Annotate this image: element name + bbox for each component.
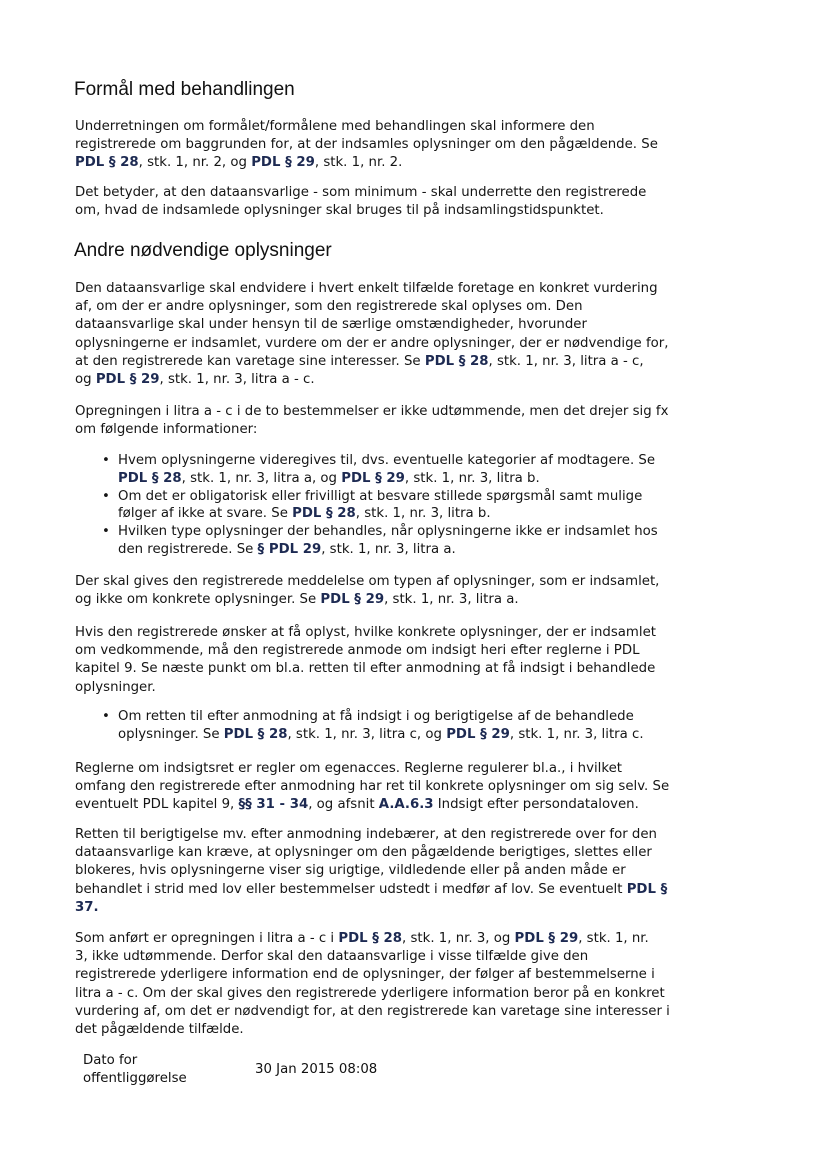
text-line: PDL § 28, stk. 1, nr. 3, litra a, og PDL § 29, stk. 1, nr. 3, litra b. xyxy=(118,470,540,486)
text-line: den registrerede. Se § PDL 29, stk. 1, nr. 3, litra a. xyxy=(118,541,456,557)
bullet-icon: • xyxy=(102,524,110,540)
legal-reference: PDL § 28 xyxy=(338,931,403,946)
text-line: Underretningen om formålet/formålene med behandlingen skal informere den xyxy=(75,119,595,134)
legal-reference: PDL § 28 xyxy=(424,353,489,369)
text-line: om vedkommende, må den registrerede anmode om indsigt heri efter reglerne i PDL xyxy=(75,643,640,659)
legal-reference: PDL § 28 xyxy=(223,726,288,742)
text-line: PDL § 28, stk. 1, nr. 2, og PDL § 29, stk. 1, nr. 2. xyxy=(75,155,403,171)
text-line: Hvilken type oplysninger der behandles, når oplysningerne ikke er indsamlet hos xyxy=(118,524,658,540)
text-line: oplysningerne er indsamlet, vurdere om der er andre oplysninger, der er nødvendige for, xyxy=(75,335,669,351)
text-line: Reglerne om indsigtsret er regler om egenacces. Reglerne regulerer bl.a., i hvilket xyxy=(75,761,622,776)
text-line: registrerede om baggrunden for, at der indsamles oplysninger om den pågældende. Se xyxy=(75,137,658,153)
text-line: dataansvarlige skal under hensyn til de særlige omstændigheder, hvorunder xyxy=(75,317,587,333)
legal-reference: PDL § 28 xyxy=(118,470,182,486)
text-line: det pågældende tilfælde. xyxy=(75,1022,244,1038)
legal-reference: PDL § 29 xyxy=(446,726,510,742)
text-line: Hvem oplysningerne videregives til, dvs. eventuelle kategorier af modtagere. Se xyxy=(118,453,656,468)
paragraph xyxy=(75,930,755,1039)
text-line: af, om der er andre oplysninger, som den registrerede skal oplyses om. Den xyxy=(75,299,583,315)
text-line: Den dataansvarlige skal endvidere i hvert enkelt tilfælde foretage en konkret vurdering xyxy=(75,281,658,296)
list-item xyxy=(100,452,740,488)
paragraph xyxy=(75,573,755,609)
paragraph xyxy=(75,826,755,917)
text-line: følger af ikke at svare. Se PDL § 28, stk. 1, nr. 3, litra b. xyxy=(118,506,491,522)
legal-reference: A.A.6.3 xyxy=(378,797,434,813)
legal-reference: PDL § 29 xyxy=(514,931,579,946)
legal-reference: PDL § 29 xyxy=(95,372,160,388)
paragraph xyxy=(75,280,755,389)
text-line: og PDL § 29, stk. 1, nr. 3, litra a - c. xyxy=(75,372,315,388)
legal-reference: PDL § xyxy=(626,881,668,897)
publication-date-value: 30 Jan 2015 08:08 xyxy=(255,1062,378,1077)
heading-formaal: Formål med behandlingen xyxy=(74,79,295,100)
text-line: om følgende informationer: xyxy=(75,422,258,438)
text-line: Opregningen i litra a - c i de to bestemmelser er ikke udtømmende, men det drejer sig fx xyxy=(75,404,669,419)
legal-reference: PDL § 28 xyxy=(75,155,139,171)
text-line: dataansvarlige kan kræve, at oplysninger om den pågældende berigtiges, slettes eller xyxy=(75,845,652,861)
bullet-icon: • xyxy=(102,488,110,504)
legal-reference: PDL § 29 xyxy=(320,592,385,608)
text-line: omfang den registrerede efter anmodning har ret til konkrete oplysninger om sig selv. Se xyxy=(75,779,670,795)
text-line: Det betyder, at den dataansvarlige - som minimum - skal underrette den registrerede xyxy=(75,185,647,200)
text-line: registrerede yderligere information end de oplysninger, der følger af bestemmelserne i xyxy=(75,967,655,983)
text-line: om, hvad de indsamlede oplysninger skal bruges til på indsamlingstidspunktet. xyxy=(75,203,604,219)
text-line: blokeres, hvis oplysningerne viser sig urigtige, vildledende eller på anden måde er xyxy=(75,863,626,879)
paragraph xyxy=(75,184,755,220)
text-line: kapitel 9. Se næste punkt om bl.a. retten til efter anmodning at få indsigt i behandlede xyxy=(75,661,656,677)
bullet-list xyxy=(100,708,740,744)
text-line: eventuelt PDL kapitel 9, §§ 31 - 34, og afsnit A.A.6.3 Indsigt efter persondataloven. xyxy=(75,797,639,813)
text-line: 3, ikke udtømmende. Derfor skal den dataansvarlige i visse tilfælde give den xyxy=(75,949,589,965)
legal-reference: PDL § 29 xyxy=(251,155,315,171)
list-item xyxy=(100,488,740,524)
legal-reference: §§ 31 - 34 xyxy=(238,797,309,813)
paragraph xyxy=(75,403,755,439)
text-line: at den registrerede kan varetage sine interesser. Se PDL § 28, stk. 1, nr. 3, litra a - c, xyxy=(75,353,644,369)
paragraph xyxy=(75,118,755,173)
paragraph xyxy=(75,760,755,815)
legal-reference: PDL § 28 xyxy=(292,506,356,522)
text-line: og ikke om konkrete oplysninger. Se PDL § 29, stk. 1, nr. 3, litra a. xyxy=(75,592,519,608)
text-line: behandlet i strid med lov eller bestemmelser udstedt i medfør af lov. Se eventuelt PDL § xyxy=(75,881,668,897)
text-line: Som anført er opregningen i litra a - c i PDL § 28, stk. 1, nr. 3, og PDL § 29, stk. 1, nr. xyxy=(75,931,649,946)
text-line: oplysninger. xyxy=(75,679,156,695)
heading-andre-oplysninger: Andre nødvendige oplysninger xyxy=(74,240,332,261)
text-line: vurdering af, om det er nødvendigt for, at den registrerede kan varetage sine interesser i xyxy=(75,1003,670,1019)
paragraph xyxy=(75,624,755,697)
list-item xyxy=(100,708,740,744)
bullet-icon: • xyxy=(102,709,110,724)
publication-date-label: Dato for offentliggørelse xyxy=(83,1053,187,1086)
legal-reference: PDL § 29 xyxy=(341,470,405,486)
text-line xyxy=(75,899,755,917)
bullet-icon: • xyxy=(102,453,110,468)
text-line: Der skal gives den registrerede meddelelse om typen af oplysninger, som er indsamlet, xyxy=(75,574,660,589)
bullet-list xyxy=(100,452,740,559)
text-line: litra a - c. Om der skal gives den registrerede yderligere information beror på en konkret xyxy=(75,985,665,1001)
text-line: Hvis den registrerede ønsker at få oplyst, hvilke konkrete oplysninger, der er indsamlet xyxy=(75,625,656,640)
legal-reference: 37. xyxy=(75,899,99,915)
text-line: oplysninger. Se PDL § 28, stk. 1, nr. 3, litra c, og PDL § 29, stk. 1, nr. 3, litra c. xyxy=(118,726,644,742)
text-line: Retten til berigtigelse mv. efter anmodning indebærer, at den registrerede over for den xyxy=(75,827,657,842)
list-item xyxy=(100,523,740,559)
legal-reference: § PDL 29 xyxy=(257,541,322,557)
text-line: Om retten til efter anmodning at få indsigt i og berigtigelse af de behandlede xyxy=(118,709,634,724)
text-line: Om det er obligatorisk eller frivilligt at besvare stillede spørgsmål samt mulige xyxy=(118,488,643,504)
